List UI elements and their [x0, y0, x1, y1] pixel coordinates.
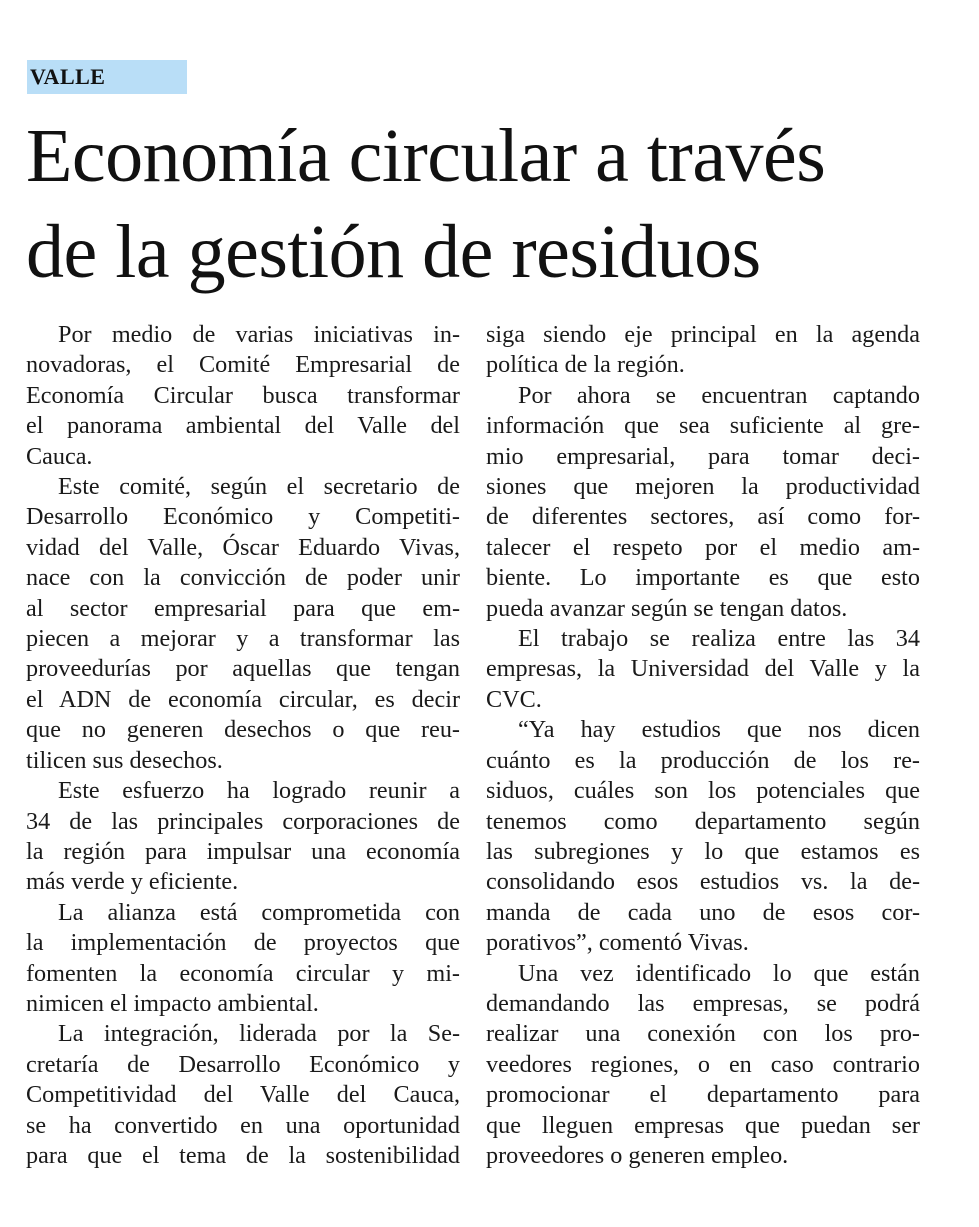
headline-line-2: de la gestión de residuos	[26, 210, 761, 294]
article-line: promocionar el departamento para	[486, 1081, 920, 1109]
article-line: al sector empresarial para que em-	[26, 594, 460, 622]
article-line: la implementación de proyectos que	[26, 929, 460, 957]
article-line: biente. Lo importante es que esto	[486, 564, 920, 592]
headline	[26, 108, 956, 300]
article-line: proveedores o generen empleo.	[486, 1141, 789, 1169]
article-line: piecen a mejorar y a transformar las	[26, 625, 460, 653]
article-line: Por medio de varias iniciativas in-	[58, 321, 460, 348]
article-line: manda de cada uno de esos cor-	[486, 898, 920, 926]
article-line: fomenten la economía circular y mi-	[26, 959, 460, 987]
article-line: la región para impulsar una economía	[26, 837, 460, 865]
article-line: tilicen sus desechos.	[26, 746, 223, 774]
article-line: cuánto es la producción de los re-	[486, 746, 920, 774]
article-line: se ha convertido en una oportunidad	[26, 1111, 460, 1139]
article-line: 34 de las principales corporaciones de	[26, 807, 460, 835]
article-line: más verde y eficiente.	[26, 868, 239, 896]
article-line: las subregiones y lo que estamos es	[486, 837, 920, 865]
article-line: talecer el respeto por el medio am-	[486, 533, 920, 561]
article-line: Por ahora se encuentran captando	[518, 381, 920, 409]
article-line: nace con la convicción de poder unir	[26, 564, 460, 592]
article-line: el panorama ambiental del Valle del	[26, 412, 460, 440]
article-line: para que el tema de la sostenibilidad	[26, 1141, 460, 1169]
article-line: política de la región.	[486, 351, 685, 379]
article-line: El trabajo se realiza entre las 34	[518, 625, 920, 653]
article-line: Una vez identificado lo que están	[518, 959, 920, 987]
article-line: proveedurías por aquellas que tengan	[26, 655, 460, 683]
article-line: de diferentes sectores, así como for-	[486, 503, 920, 531]
article-line: Este esfuerzo ha logrado reunir a	[58, 777, 460, 805]
article-line: Competitividad del Valle del Cauca,	[26, 1081, 460, 1109]
article-line: porativos”, comentó Vivas.	[486, 929, 749, 957]
article-line: La alianza está comprometida con	[58, 898, 460, 926]
article-line: el ADN de economía circular, es decir	[26, 685, 460, 713]
article-line: empresas, la Universidad del Valle y la	[486, 655, 920, 683]
article-line: novadoras, el Comité Empresarial de	[26, 351, 460, 379]
article-line: que no generen desechos o que reu-	[26, 716, 460, 744]
section-label: VALLE	[27, 60, 187, 94]
article-line: Desarrollo Económico y Competiti-	[26, 503, 460, 531]
article-line: La integración, liderada por la Se-	[58, 1020, 460, 1048]
article-line: Economía Circular busca transformar	[26, 381, 460, 409]
article-line: vidad del Valle, Óscar Eduardo Vivas,	[26, 533, 460, 561]
article-line: siones que mejoren la productividad	[486, 473, 920, 501]
article-line: realizar una conexión con los pro-	[486, 1020, 920, 1048]
article-line: que lleguen empresas que puedan ser	[486, 1111, 920, 1139]
article-line: mio empresarial, para tomar deci-	[486, 442, 920, 470]
article-line: CVC.	[486, 685, 542, 713]
article-line: Este comité, según el secretario de	[58, 473, 460, 501]
article-line: consolidando esos estudios vs. la de-	[486, 868, 920, 896]
article-line: nimicen el impacto ambiental.	[26, 989, 319, 1017]
article-column-right	[486, 320, 920, 1171]
article-line: veedores regiones, o en caso contrario	[486, 1050, 920, 1078]
article-line: información que sea suficiente al gre-	[486, 412, 920, 440]
article-line: Cauca.	[26, 442, 93, 470]
headline-line-1: Economía circular a través	[26, 114, 826, 198]
article-line: siduos, cuáles son los potenciales que	[486, 777, 920, 805]
article-line: tenemos como departamento según	[486, 807, 920, 835]
article-line: siga siendo eje principal en la agenda	[486, 321, 920, 348]
article-line: “Ya hay estudios que nos dicen	[518, 716, 920, 744]
article-line: demandando las empresas, se podrá	[486, 989, 920, 1017]
article-line: pueda avanzar según se tengan datos.	[486, 594, 848, 622]
article-column-left	[26, 320, 460, 1171]
article-line: cretaría de Desarrollo Económico y	[26, 1050, 460, 1078]
